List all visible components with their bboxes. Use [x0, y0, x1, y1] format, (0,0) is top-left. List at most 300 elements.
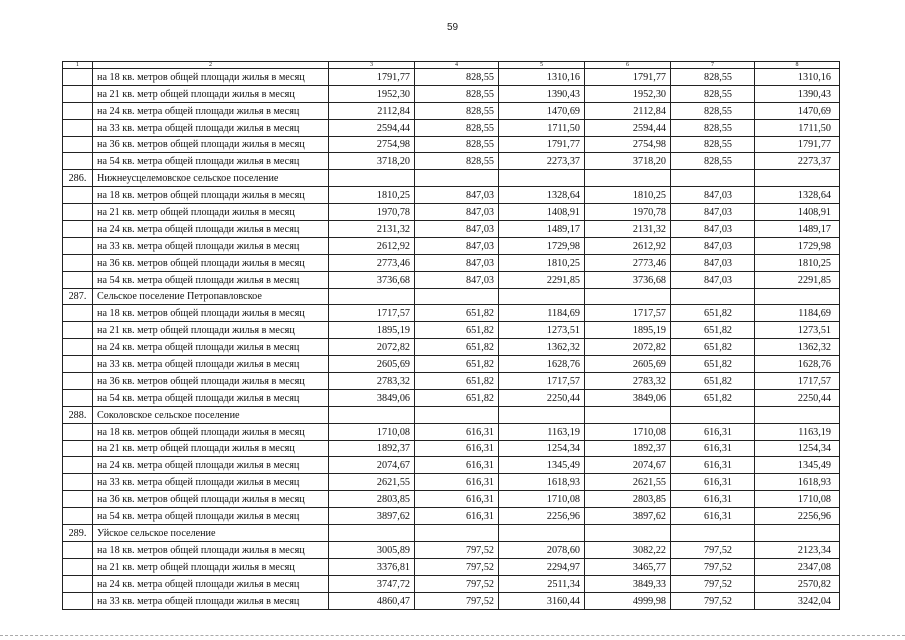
value-col-3: 2074,67: [329, 457, 415, 474]
value-col-5: 1810,25: [499, 254, 585, 271]
norm-description: на 33 кв. метра общей площади жилья в месяц: [93, 237, 329, 254]
value-col-4: 651,82: [415, 356, 499, 373]
value-col-5: 2294,97: [499, 558, 585, 575]
column-number: 1: [63, 62, 93, 69]
value-col-6: 1895,19: [585, 322, 671, 339]
empty-cell: [63, 423, 93, 440]
value-col-6: 2612,92: [585, 237, 671, 254]
value-col-8: 2273,37: [755, 153, 840, 170]
column-number: 5: [499, 62, 585, 69]
value-col-4: 651,82: [415, 305, 499, 322]
empty-cell: [415, 406, 499, 423]
norm-description: на 18 кв. метров общей площади жилья в месяц: [93, 541, 329, 558]
empty-cell: [63, 356, 93, 373]
value-col-6: 1791,77: [585, 69, 671, 86]
norm-description: на 33 кв. метра общей площади жилья в месяц: [93, 356, 329, 373]
value-col-3: 1717,57: [329, 305, 415, 322]
table-row: [63, 237, 840, 254]
value-col-5: 1345,49: [499, 457, 585, 474]
section-number: 289.: [63, 525, 93, 542]
value-col-3: 3718,20: [329, 153, 415, 170]
value-col-6: 1970,78: [585, 204, 671, 221]
value-col-7: 847,03: [671, 187, 755, 204]
empty-cell: [63, 389, 93, 406]
empty-cell: [585, 406, 671, 423]
table-row: [63, 373, 840, 390]
value-col-4: 651,82: [415, 389, 499, 406]
empty-cell: [63, 187, 93, 204]
norm-description: на 24 кв. метра общей площади жилья в месяц: [93, 339, 329, 356]
empty-cell: [671, 288, 755, 305]
value-col-3: 2621,55: [329, 474, 415, 491]
empty-cell: [63, 440, 93, 457]
value-col-7: 847,03: [671, 254, 755, 271]
value-col-7: 797,52: [671, 558, 755, 575]
norm-description: на 24 кв. метра общей площади жилья в месяц: [93, 575, 329, 592]
value-col-3: 3897,62: [329, 508, 415, 525]
value-col-8: 2123,34: [755, 541, 840, 558]
column-number: 7: [671, 62, 755, 69]
empty-cell: [63, 457, 93, 474]
empty-cell: [585, 288, 671, 305]
value-col-3: 2072,82: [329, 339, 415, 356]
value-col-8: 2570,82: [755, 575, 840, 592]
table-row: [63, 474, 840, 491]
value-col-4: 847,03: [415, 187, 499, 204]
value-col-5: 2256,96: [499, 508, 585, 525]
value-col-5: 1390,43: [499, 85, 585, 102]
section-number: 286.: [63, 170, 93, 187]
value-col-8: 1710,08: [755, 491, 840, 508]
empty-cell: [63, 373, 93, 390]
page-number: 59: [446, 22, 459, 33]
table-row: [63, 305, 840, 322]
empty-cell: [329, 288, 415, 305]
value-col-8: 1273,51: [755, 322, 840, 339]
table-row: [63, 491, 840, 508]
norm-description: на 21 кв. метр общей площади жилья в месяц: [93, 322, 329, 339]
value-col-6: 3897,62: [585, 508, 671, 525]
value-col-8: 1390,43: [755, 85, 840, 102]
value-col-6: 3736,68: [585, 271, 671, 288]
value-col-5: 1328,64: [499, 187, 585, 204]
value-col-3: 1952,30: [329, 85, 415, 102]
value-col-4: 828,55: [415, 136, 499, 153]
norm-description: на 33 кв. метра общей площади жилья в месяц: [93, 119, 329, 136]
value-col-3: 2112,84: [329, 102, 415, 119]
table-row: [63, 254, 840, 271]
value-col-3: 3747,72: [329, 575, 415, 592]
empty-cell: [63, 237, 93, 254]
value-col-8: 1328,64: [755, 187, 840, 204]
norm-description: на 54 кв. метра общей площади жилья в месяц: [93, 389, 329, 406]
value-col-7: 651,82: [671, 339, 755, 356]
value-col-6: 2621,55: [585, 474, 671, 491]
empty-cell: [329, 406, 415, 423]
empty-cell: [63, 508, 93, 525]
value-col-7: 651,82: [671, 322, 755, 339]
value-col-4: 847,03: [415, 271, 499, 288]
value-col-6: 2803,85: [585, 491, 671, 508]
value-col-4: 616,31: [415, 474, 499, 491]
value-col-4: 651,82: [415, 339, 499, 356]
value-col-3: 4860,47: [329, 592, 415, 609]
table-row: [63, 558, 840, 575]
value-col-5: 2078,60: [499, 541, 585, 558]
value-col-8: 2347,08: [755, 558, 840, 575]
empty-cell: [63, 541, 93, 558]
value-col-6: 1892,37: [585, 440, 671, 457]
value-col-3: 1895,19: [329, 322, 415, 339]
norm-description: на 21 кв. метр общей площади жилья в месяц: [93, 440, 329, 457]
value-col-4: 847,03: [415, 204, 499, 221]
section-row: [63, 288, 840, 305]
empty-cell: [63, 575, 93, 592]
value-col-3: 2754,98: [329, 136, 415, 153]
column-number-row: [63, 62, 840, 69]
empty-cell: [499, 288, 585, 305]
value-col-5: 3160,44: [499, 592, 585, 609]
value-col-5: 1273,51: [499, 322, 585, 339]
empty-cell: [63, 491, 93, 508]
value-col-7: 797,52: [671, 575, 755, 592]
value-col-8: 1362,32: [755, 339, 840, 356]
empty-cell: [63, 119, 93, 136]
table-row: [63, 153, 840, 170]
empty-cell: [585, 525, 671, 542]
value-col-7: 651,82: [671, 389, 755, 406]
value-col-7: 828,55: [671, 136, 755, 153]
table-row: [63, 221, 840, 238]
value-col-7: 847,03: [671, 271, 755, 288]
value-col-5: 1711,50: [499, 119, 585, 136]
empty-cell: [63, 271, 93, 288]
value-col-4: 797,52: [415, 592, 499, 609]
column-number: 4: [415, 62, 499, 69]
value-col-8: 1310,16: [755, 69, 840, 86]
value-col-8: 1618,93: [755, 474, 840, 491]
value-col-6: 1952,30: [585, 85, 671, 102]
value-col-8: 2250,44: [755, 389, 840, 406]
value-col-6: 2754,98: [585, 136, 671, 153]
settlement-name: Нижнеусцелемовское сельское поселение: [93, 170, 329, 187]
value-col-8: 1345,49: [755, 457, 840, 474]
table-row: [63, 187, 840, 204]
value-col-4: 616,31: [415, 508, 499, 525]
value-col-5: 2250,44: [499, 389, 585, 406]
value-col-3: 3849,06: [329, 389, 415, 406]
value-col-5: 1489,17: [499, 221, 585, 238]
value-col-5: 1791,77: [499, 136, 585, 153]
section-number: 287.: [63, 288, 93, 305]
norm-description: на 33 кв. метра общей площади жилья в месяц: [93, 474, 329, 491]
norm-description: на 24 кв. метра общей площади жилья в месяц: [93, 457, 329, 474]
value-col-6: 2783,32: [585, 373, 671, 390]
value-col-6: 3465,77: [585, 558, 671, 575]
value-col-5: 1163,19: [499, 423, 585, 440]
empty-cell: [755, 406, 840, 423]
value-col-3: 2605,69: [329, 356, 415, 373]
value-col-7: 616,31: [671, 474, 755, 491]
empty-cell: [63, 85, 93, 102]
settlement-name: Сельское поселение Петропавловское: [93, 288, 329, 305]
value-col-5: 1184,69: [499, 305, 585, 322]
value-col-7: 828,55: [671, 69, 755, 86]
value-col-8: 1711,50: [755, 119, 840, 136]
value-col-5: 1470,69: [499, 102, 585, 119]
norm-description: на 21 кв. метр общей площади жилья в месяц: [93, 204, 329, 221]
table-row: [63, 541, 840, 558]
section-row: [63, 170, 840, 187]
value-col-8: 1810,25: [755, 254, 840, 271]
value-col-4: 616,31: [415, 491, 499, 508]
value-col-7: 651,82: [671, 305, 755, 322]
value-col-5: 2511,34: [499, 575, 585, 592]
norm-description: на 24 кв. метра общей площади жилья в месяц: [93, 221, 329, 238]
norm-description: на 21 кв. метр общей площади жилья в месяц: [93, 558, 329, 575]
norm-description: на 18 кв. метров общей площади жилья в месяц: [93, 423, 329, 440]
norm-description: на 18 кв. метров общей площади жилья в месяц: [93, 187, 329, 204]
norm-description: на 18 кв. метров общей площади жилья в месяц: [93, 305, 329, 322]
empty-cell: [329, 170, 415, 187]
value-col-8: 2256,96: [755, 508, 840, 525]
value-col-6: 2112,84: [585, 102, 671, 119]
table-row: [63, 85, 840, 102]
empty-cell: [755, 525, 840, 542]
norm-description: на 36 кв. метров общей площади жилья в месяц: [93, 136, 329, 153]
value-col-8: 1163,19: [755, 423, 840, 440]
column-number: 6: [585, 62, 671, 69]
value-col-3: 1810,25: [329, 187, 415, 204]
section-row: [63, 406, 840, 423]
empty-cell: [63, 153, 93, 170]
value-col-6: 3718,20: [585, 153, 671, 170]
value-col-7: 828,55: [671, 153, 755, 170]
empty-cell: [499, 525, 585, 542]
value-col-4: 616,31: [415, 440, 499, 457]
norm-description: на 54 кв. метра общей площади жилья в месяц: [93, 508, 329, 525]
empty-cell: [415, 525, 499, 542]
value-col-5: 1717,57: [499, 373, 585, 390]
value-col-5: 1254,34: [499, 440, 585, 457]
value-col-8: 1408,91: [755, 204, 840, 221]
table-row: [63, 322, 840, 339]
table-row: [63, 592, 840, 609]
value-col-3: 2612,92: [329, 237, 415, 254]
value-col-4: 616,31: [415, 423, 499, 440]
value-col-3: 3736,68: [329, 271, 415, 288]
value-col-4: 797,52: [415, 558, 499, 575]
value-col-7: 847,03: [671, 204, 755, 221]
value-col-7: 797,52: [671, 541, 755, 558]
value-col-4: 797,52: [415, 541, 499, 558]
value-col-8: 1729,98: [755, 237, 840, 254]
value-col-3: 1970,78: [329, 204, 415, 221]
empty-cell: [755, 288, 840, 305]
norm-description: на 36 кв. метров общей площади жилья в месяц: [93, 491, 329, 508]
value-col-4: 828,55: [415, 119, 499, 136]
settlement-name: Соколовское сельское поселение: [93, 406, 329, 423]
value-col-5: 1362,32: [499, 339, 585, 356]
value-col-5: 1408,91: [499, 204, 585, 221]
value-col-4: 616,31: [415, 457, 499, 474]
table-row: [63, 423, 840, 440]
empty-cell: [585, 170, 671, 187]
value-col-3: 1710,08: [329, 423, 415, 440]
table-body: [63, 62, 840, 610]
value-col-6: 2594,44: [585, 119, 671, 136]
section-number: 288.: [63, 406, 93, 423]
value-col-7: 651,82: [671, 373, 755, 390]
value-col-7: 828,55: [671, 102, 755, 119]
value-col-8: 2291,85: [755, 271, 840, 288]
value-col-6: 1810,25: [585, 187, 671, 204]
value-col-8: 1254,34: [755, 440, 840, 457]
value-col-7: 828,55: [671, 119, 755, 136]
section-row: [63, 525, 840, 542]
value-col-7: 616,31: [671, 440, 755, 457]
empty-cell: [63, 592, 93, 609]
empty-cell: [63, 558, 93, 575]
value-col-8: 1628,76: [755, 356, 840, 373]
value-col-6: 1710,08: [585, 423, 671, 440]
value-col-8: 3242,04: [755, 592, 840, 609]
norm-description: на 18 кв. метров общей площади жилья в месяц: [93, 69, 329, 86]
table-row: [63, 575, 840, 592]
empty-cell: [63, 136, 93, 153]
column-number: 2: [93, 62, 329, 69]
empty-cell: [755, 170, 840, 187]
column-number: 3: [329, 62, 415, 69]
settlement-name: Уйское сельское поселение: [93, 525, 329, 542]
value-col-5: 1310,16: [499, 69, 585, 86]
empty-cell: [63, 204, 93, 221]
value-col-7: 797,52: [671, 592, 755, 609]
value-col-7: 616,31: [671, 508, 755, 525]
table-row: [63, 440, 840, 457]
value-col-7: 651,82: [671, 356, 755, 373]
table-row: [63, 204, 840, 221]
value-col-7: 616,31: [671, 491, 755, 508]
norm-description: на 54 кв. метра общей площади жилья в месяц: [93, 271, 329, 288]
table-row: [63, 69, 840, 86]
empty-cell: [671, 525, 755, 542]
value-col-6: 3082,22: [585, 541, 671, 558]
norm-description: на 36 кв. метров общей площади жилья в месяц: [93, 254, 329, 271]
value-col-6: 2773,46: [585, 254, 671, 271]
value-col-6: 3849,33: [585, 575, 671, 592]
table-row: [63, 271, 840, 288]
page-bottom-divider: [0, 635, 905, 637]
value-col-6: 2131,32: [585, 221, 671, 238]
value-col-4: 828,55: [415, 102, 499, 119]
value-col-8: 1717,57: [755, 373, 840, 390]
value-col-3: 2773,46: [329, 254, 415, 271]
value-col-3: 3005,89: [329, 541, 415, 558]
table-row: [63, 102, 840, 119]
value-col-6: 1717,57: [585, 305, 671, 322]
value-col-7: 828,55: [671, 85, 755, 102]
value-col-4: 828,55: [415, 69, 499, 86]
tariff-table: [62, 61, 840, 610]
value-col-4: 651,82: [415, 373, 499, 390]
value-col-6: 2074,67: [585, 457, 671, 474]
value-col-4: 797,52: [415, 575, 499, 592]
norm-description: на 24 кв. метра общей площади жилья в месяц: [93, 102, 329, 119]
value-col-7: 616,31: [671, 423, 755, 440]
value-col-3: 2594,44: [329, 119, 415, 136]
empty-cell: [63, 102, 93, 119]
empty-cell: [63, 339, 93, 356]
empty-cell: [63, 69, 93, 86]
empty-cell: [63, 474, 93, 491]
value-col-4: 847,03: [415, 237, 499, 254]
value-col-5: 2291,85: [499, 271, 585, 288]
value-col-6: 2605,69: [585, 356, 671, 373]
value-col-4: 828,55: [415, 153, 499, 170]
value-col-8: 1489,17: [755, 221, 840, 238]
value-col-7: 616,31: [671, 457, 755, 474]
empty-cell: [499, 406, 585, 423]
value-col-5: 1628,76: [499, 356, 585, 373]
value-col-8: 1184,69: [755, 305, 840, 322]
empty-cell: [671, 406, 755, 423]
empty-cell: [499, 170, 585, 187]
value-col-8: 1791,77: [755, 136, 840, 153]
value-col-4: 847,03: [415, 221, 499, 238]
table-row: [63, 457, 840, 474]
value-col-5: 1618,93: [499, 474, 585, 491]
empty-cell: [415, 288, 499, 305]
value-col-5: 1710,08: [499, 491, 585, 508]
value-col-3: 2783,32: [329, 373, 415, 390]
value-col-4: 847,03: [415, 254, 499, 271]
empty-cell: [329, 525, 415, 542]
column-number: 8: [755, 62, 840, 69]
table-row: [63, 356, 840, 373]
empty-cell: [63, 305, 93, 322]
table-row: [63, 339, 840, 356]
value-col-3: 2131,32: [329, 221, 415, 238]
value-col-7: 847,03: [671, 221, 755, 238]
value-col-8: 1470,69: [755, 102, 840, 119]
norm-description: на 33 кв. метра общей площади жилья в месяц: [93, 592, 329, 609]
value-col-3: 2803,85: [329, 491, 415, 508]
empty-cell: [415, 170, 499, 187]
value-col-3: 1892,37: [329, 440, 415, 457]
value-col-7: 847,03: [671, 237, 755, 254]
value-col-3: 3376,81: [329, 558, 415, 575]
value-col-4: 651,82: [415, 322, 499, 339]
table-row: [63, 508, 840, 525]
norm-description: на 21 кв. метр общей площади жилья в месяц: [93, 85, 329, 102]
empty-cell: [671, 170, 755, 187]
norm-description: на 36 кв. метров общей площади жилья в месяц: [93, 373, 329, 390]
empty-cell: [63, 221, 93, 238]
value-col-6: 2072,82: [585, 339, 671, 356]
table-row: [63, 136, 840, 153]
empty-cell: [63, 322, 93, 339]
value-col-4: 828,55: [415, 85, 499, 102]
value-col-5: 2273,37: [499, 153, 585, 170]
value-col-5: 1729,98: [499, 237, 585, 254]
empty-cell: [63, 254, 93, 271]
value-col-6: 3849,06: [585, 389, 671, 406]
norm-description: на 54 кв. метра общей площади жилья в месяц: [93, 153, 329, 170]
value-col-3: 1791,77: [329, 69, 415, 86]
table-row: [63, 389, 840, 406]
table-row: [63, 119, 840, 136]
